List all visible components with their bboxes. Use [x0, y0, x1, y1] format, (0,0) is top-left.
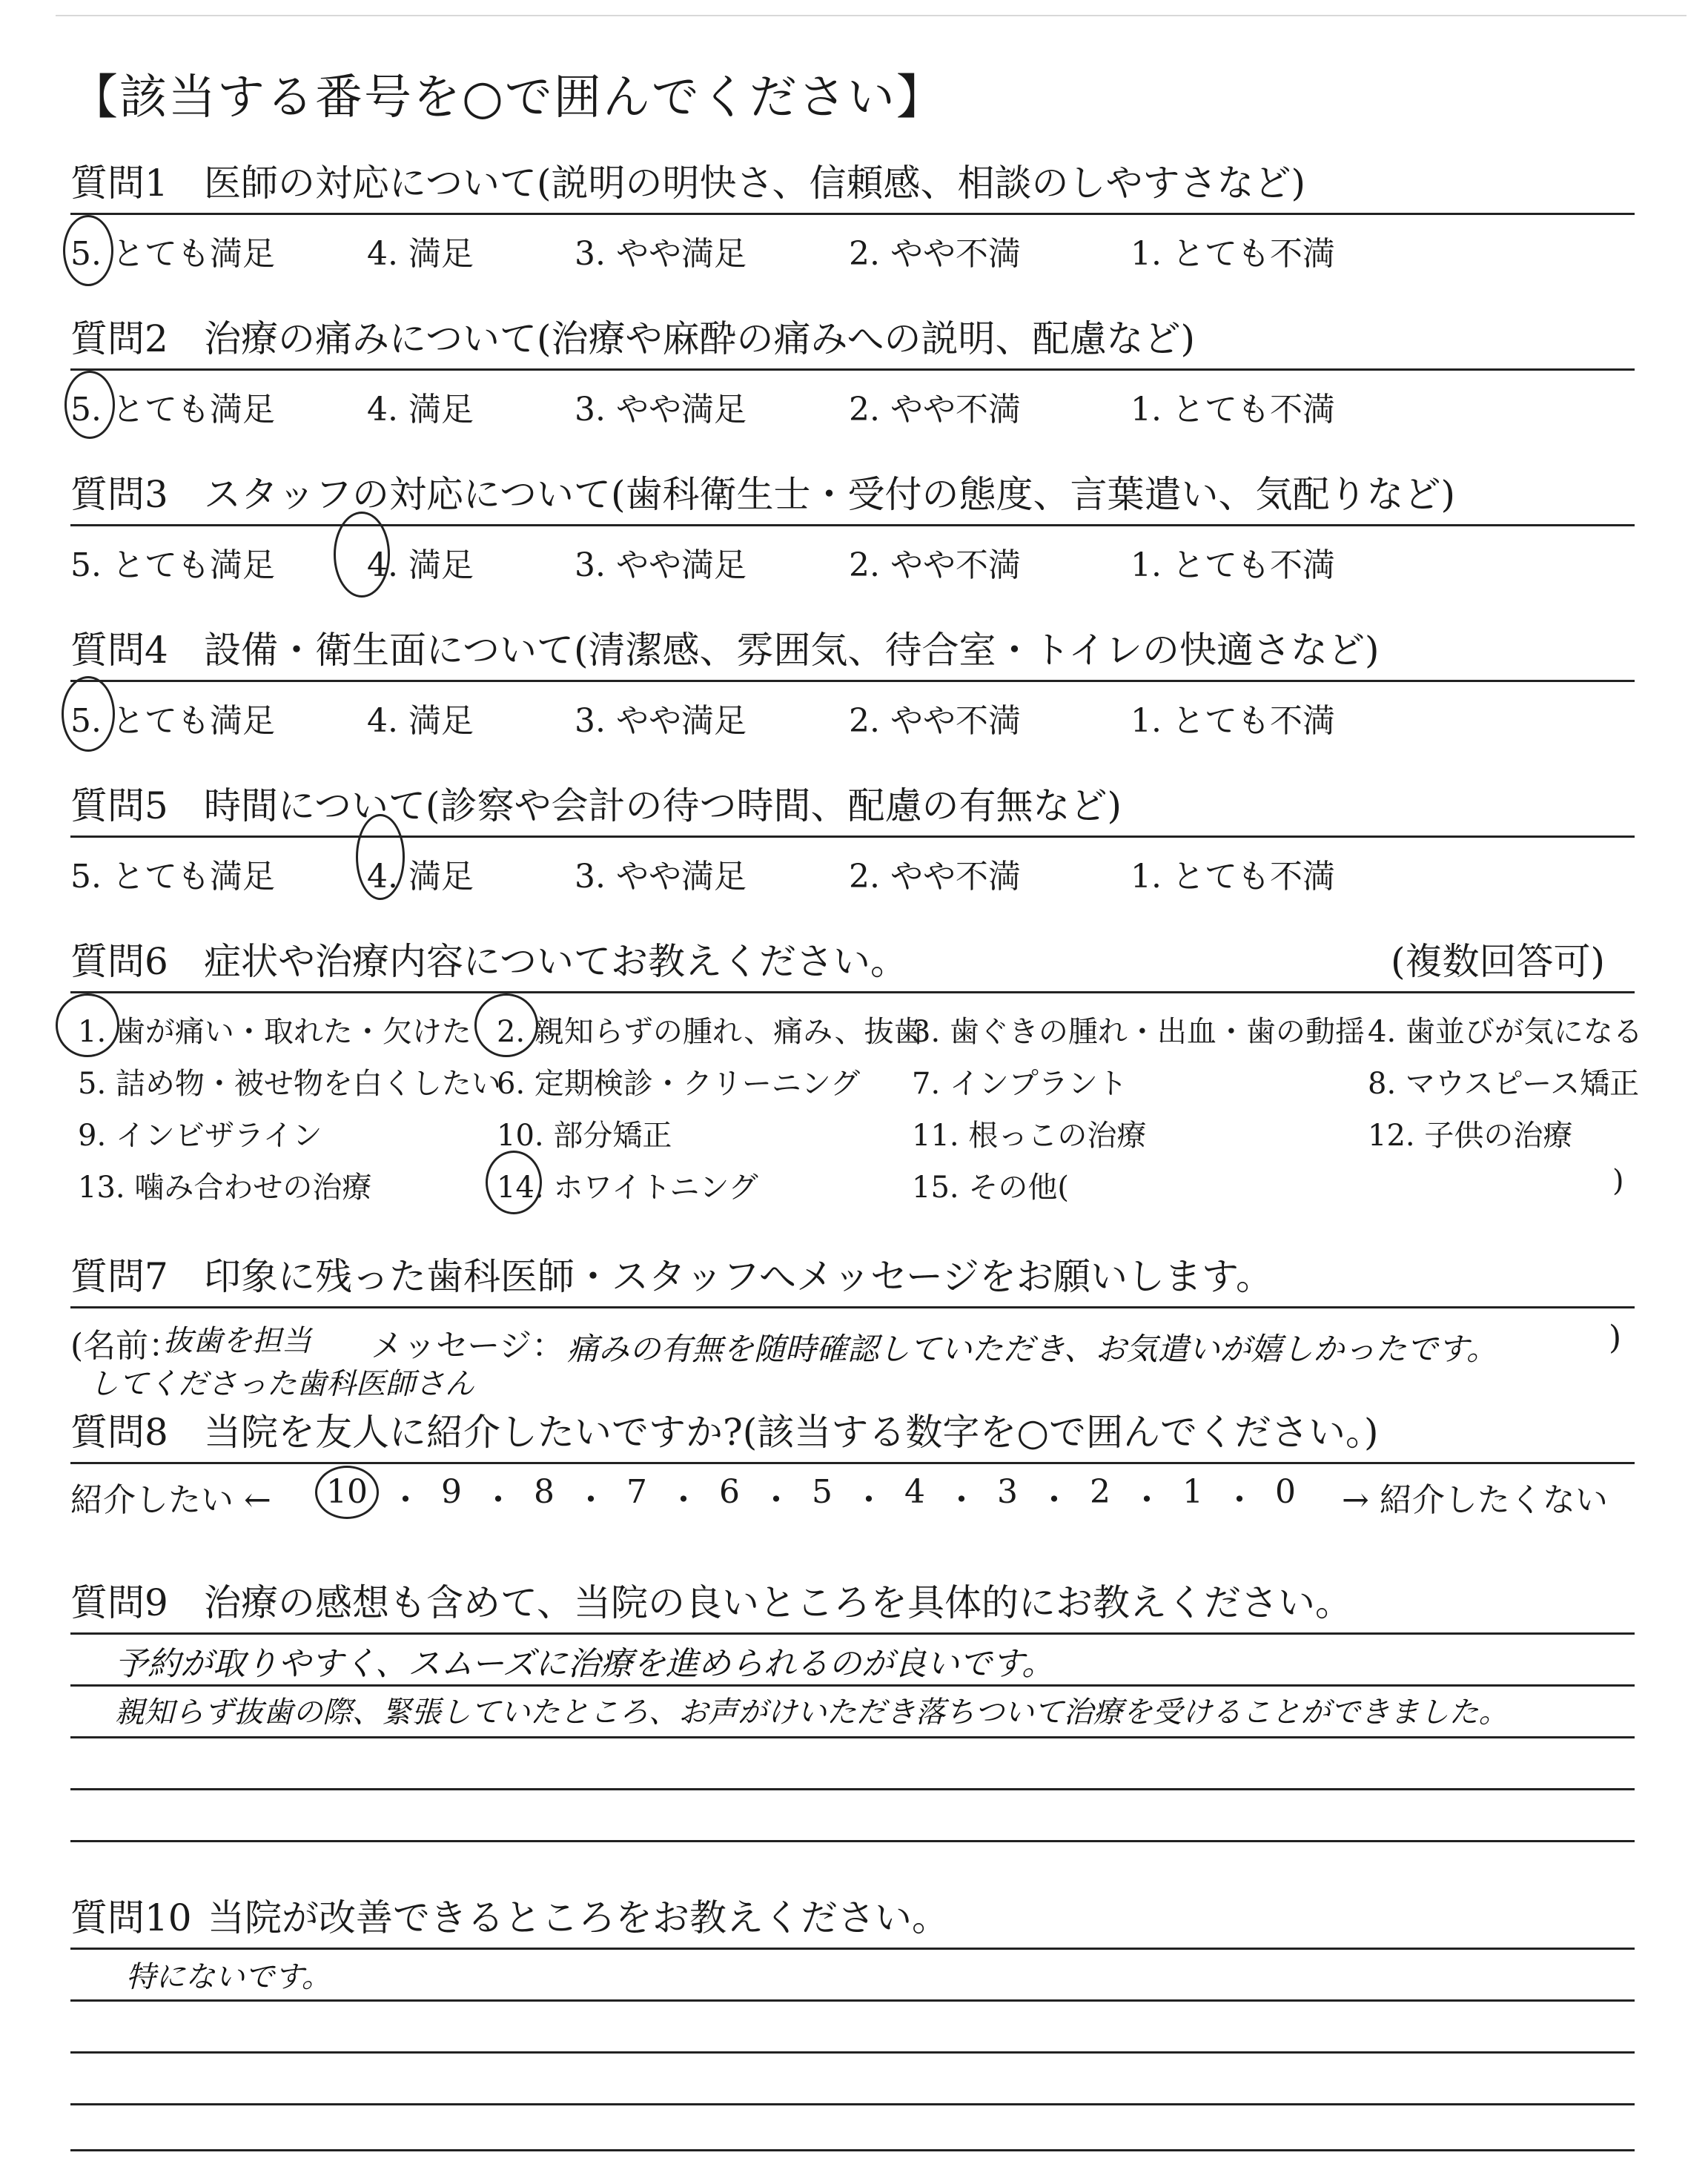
option-9[interactable]: 9. インビザライン: [78, 1119, 322, 1153]
answer-line: [70, 1632, 1635, 1635]
scale-2[interactable]: 2: [1090, 1473, 1110, 1511]
scale-9[interactable]: 9: [441, 1473, 462, 1511]
option-5[interactable]: 5. とても満足: [70, 391, 275, 429]
option-4[interactable]: 4. 歯並びが気になる: [1368, 1015, 1643, 1049]
scale-3[interactable]: 3: [997, 1473, 1018, 1511]
option-3[interactable]: 3. やや満足: [575, 858, 747, 896]
answer-line: [70, 2051, 1635, 2054]
answer-line-1: 予約が取りやすく、スムーズに治療を進められるのが良いです。: [115, 1645, 1055, 1683]
question-text: 当院を友人に紹介したいですか?(該当する数字を○で囲んでください。): [204, 1411, 1379, 1454]
question-number: 質問5: [70, 784, 168, 827]
option-3[interactable]: 3. やや満足: [575, 235, 747, 273]
option-4[interactable]: 4. 満足: [367, 546, 474, 584]
option-11[interactable]: 11. 根っこの治療: [912, 1119, 1147, 1153]
question-text: 症状や治療内容についてお教えください。: [204, 940, 907, 983]
option-15[interactable]: 15. その他(: [912, 1171, 1069, 1205]
question-number: 質問4: [70, 629, 168, 672]
answer-line: [70, 1684, 1635, 1687]
scale-separator: ・: [482, 1481, 514, 1519]
question-5: [70, 782, 1635, 896]
other-close-paren: ): [1612, 1164, 1624, 1198]
option-5[interactable]: 5. とても満足: [70, 702, 275, 740]
option-5[interactable]: 5. とても満足: [70, 858, 275, 896]
recommend-right-label: → 紹介したくない: [1342, 1481, 1608, 1519]
scale-1[interactable]: 1: [1182, 1473, 1203, 1511]
option-14[interactable]: 14. ホワイトニング: [497, 1171, 758, 1205]
scale-4[interactable]: 4: [904, 1473, 925, 1511]
option-2[interactable]: 2. やや不満: [849, 546, 1021, 584]
option-2[interactable]: 2. やや不満: [849, 858, 1021, 896]
scale-separator: ・: [945, 1481, 978, 1519]
question-number: 質問7: [70, 1255, 168, 1298]
question-10: [70, 1894, 1635, 2164]
answer-line-1: 特にないです。: [126, 1960, 331, 1994]
option-2[interactable]: 2. やや不満: [849, 235, 1021, 273]
option-13[interactable]: 13. 噛み合わせの治療: [78, 1171, 372, 1205]
page-heading: 【該当する番号を○で囲んでください】: [70, 70, 945, 125]
question-number: 質問3: [70, 473, 168, 516]
scale-separator: ・: [1131, 1481, 1163, 1519]
answer-line: [70, 1788, 1635, 1790]
option-8[interactable]: 8. マウスピース矯正: [1368, 1067, 1640, 1101]
option-2[interactable]: 2. やや不満: [849, 702, 1021, 740]
option-1[interactable]: 1. 歯が痛い・取れた・欠けた: [78, 1015, 471, 1049]
question-7: [70, 1253, 1635, 1405]
answer-line: [70, 2149, 1635, 2151]
option-5[interactable]: 5. とても満足: [70, 546, 275, 584]
multiple-answers-note: (複数回答可): [1390, 940, 1605, 983]
question-8: [70, 1409, 1635, 1519]
question-number: 質問1: [70, 162, 168, 205]
option-3[interactable]: 3. やや満足: [575, 391, 747, 429]
scale-0[interactable]: 0: [1275, 1473, 1296, 1511]
scale-5[interactable]: 5: [812, 1473, 833, 1511]
option-4[interactable]: 4. 満足: [367, 858, 474, 896]
scale-separator: ・: [1038, 1481, 1070, 1519]
option-1[interactable]: 1. とても不満: [1131, 235, 1335, 273]
option-3[interactable]: 3. 歯ぐきの腫れ・出血・歯の動揺: [912, 1015, 1365, 1049]
scale-8[interactable]: 8: [534, 1473, 555, 1511]
question-9: [70, 1579, 1635, 1879]
question-number: 質問2: [70, 317, 168, 360]
question-text: 設備・衛生面について(清潔感、雰囲気、待合室・トイレの快適さなど): [204, 629, 1380, 672]
question-number: 質問10: [70, 1896, 192, 1939]
message-close-paren: ): [1609, 1319, 1622, 1357]
scale-separator: ・: [853, 1481, 885, 1519]
recommend-left-label: 紹介したい ←: [70, 1481, 271, 1519]
question-2: [70, 315, 1635, 429]
answer-line: [70, 1736, 1635, 1738]
question-1: [70, 159, 1635, 273]
question-text: 時間について(診察や会計の待つ時間、配慮の有無など): [204, 784, 1122, 827]
scale-10[interactable]: 10: [326, 1473, 368, 1511]
option-3[interactable]: 3. やや満足: [575, 702, 747, 740]
question-text: 当院が改善できるところをお教えください。: [208, 1896, 949, 1939]
option-10[interactable]: 10. 部分矯正: [497, 1119, 672, 1153]
scale-separator: ・: [667, 1481, 700, 1519]
question-6: [70, 938, 1643, 1208]
question-text: 医師の対応について(説明の明快さ、信頼感、相談のしやすさなど): [204, 162, 1306, 205]
option-1[interactable]: 1. とても不満: [1131, 858, 1335, 896]
option-4[interactable]: 4. 満足: [367, 702, 474, 740]
question-4: [70, 626, 1635, 740]
question-number: 質問6: [70, 940, 168, 983]
message-value: 痛みの有無を随時確認していただき、お気遣いが嬉しかったです。: [567, 1331, 1497, 1367]
option-5[interactable]: 5. 詰め物・被せ物を白くしたい: [78, 1067, 501, 1101]
scale-6[interactable]: 6: [719, 1473, 740, 1511]
name-label: (名前：: [70, 1327, 182, 1365]
option-2[interactable]: 2. 親知らずの腫れ、痛み、抜歯: [497, 1015, 924, 1049]
name-value-line-2: してくださった歯科医師さん: [89, 1367, 474, 1401]
option-12[interactable]: 12. 子供の治療: [1368, 1119, 1573, 1153]
question-text: スタッフの対応について(歯科衛生士・受付の態度、言葉遣い、気配りなど): [204, 473, 1456, 516]
answer-line: [70, 1948, 1635, 1950]
top-border: [56, 15, 1687, 16]
option-5[interactable]: 5. とても満足: [70, 235, 275, 273]
option-4[interactable]: 4. 満足: [367, 235, 474, 273]
answer-line: [70, 1999, 1635, 2002]
message-label: メッセージ：: [371, 1327, 565, 1365]
question-text: 印象に残った歯科医師・スタッフへメッセージをお願いします。: [204, 1255, 1273, 1298]
scale-separator: ・: [1223, 1481, 1256, 1519]
question-number: 質問8: [70, 1411, 168, 1454]
option-6[interactable]: 6. 定期検診・クリーニング: [497, 1067, 861, 1101]
answer-line: [70, 2103, 1635, 2105]
answer-line-2: 親知らず抜歯の際、緊張していたところ、お声がけいただき落ちついて治療を受けることができました。: [115, 1695, 1509, 1730]
question-3: [70, 471, 1635, 584]
option-1[interactable]: 1. とても不満: [1131, 391, 1335, 429]
option-2[interactable]: 2. やや不満: [849, 391, 1021, 429]
scale-separator: ・: [760, 1481, 792, 1519]
option-1[interactable]: 1. とても不満: [1131, 702, 1335, 740]
question-text: 治療の痛みについて(治療や麻酔の痛みへの説明、配慮など): [204, 317, 1196, 360]
question-number: 質問9: [70, 1581, 168, 1624]
scale-separator: ・: [575, 1481, 607, 1519]
answer-line: [70, 1840, 1635, 1842]
scale-separator: ・: [389, 1481, 422, 1519]
option-3[interactable]: 3. やや満足: [575, 546, 747, 584]
option-4[interactable]: 4. 満足: [367, 391, 474, 429]
scale-7[interactable]: 7: [626, 1473, 647, 1511]
option-1[interactable]: 1. とても不満: [1131, 546, 1335, 584]
question-text: 治療の感想も含めて、当院の良いところを具体的にお教えください。: [204, 1581, 1352, 1624]
option-7[interactable]: 7. インプラント: [912, 1067, 1128, 1101]
name-value-line-1: 抜歯を担当: [163, 1324, 311, 1358]
